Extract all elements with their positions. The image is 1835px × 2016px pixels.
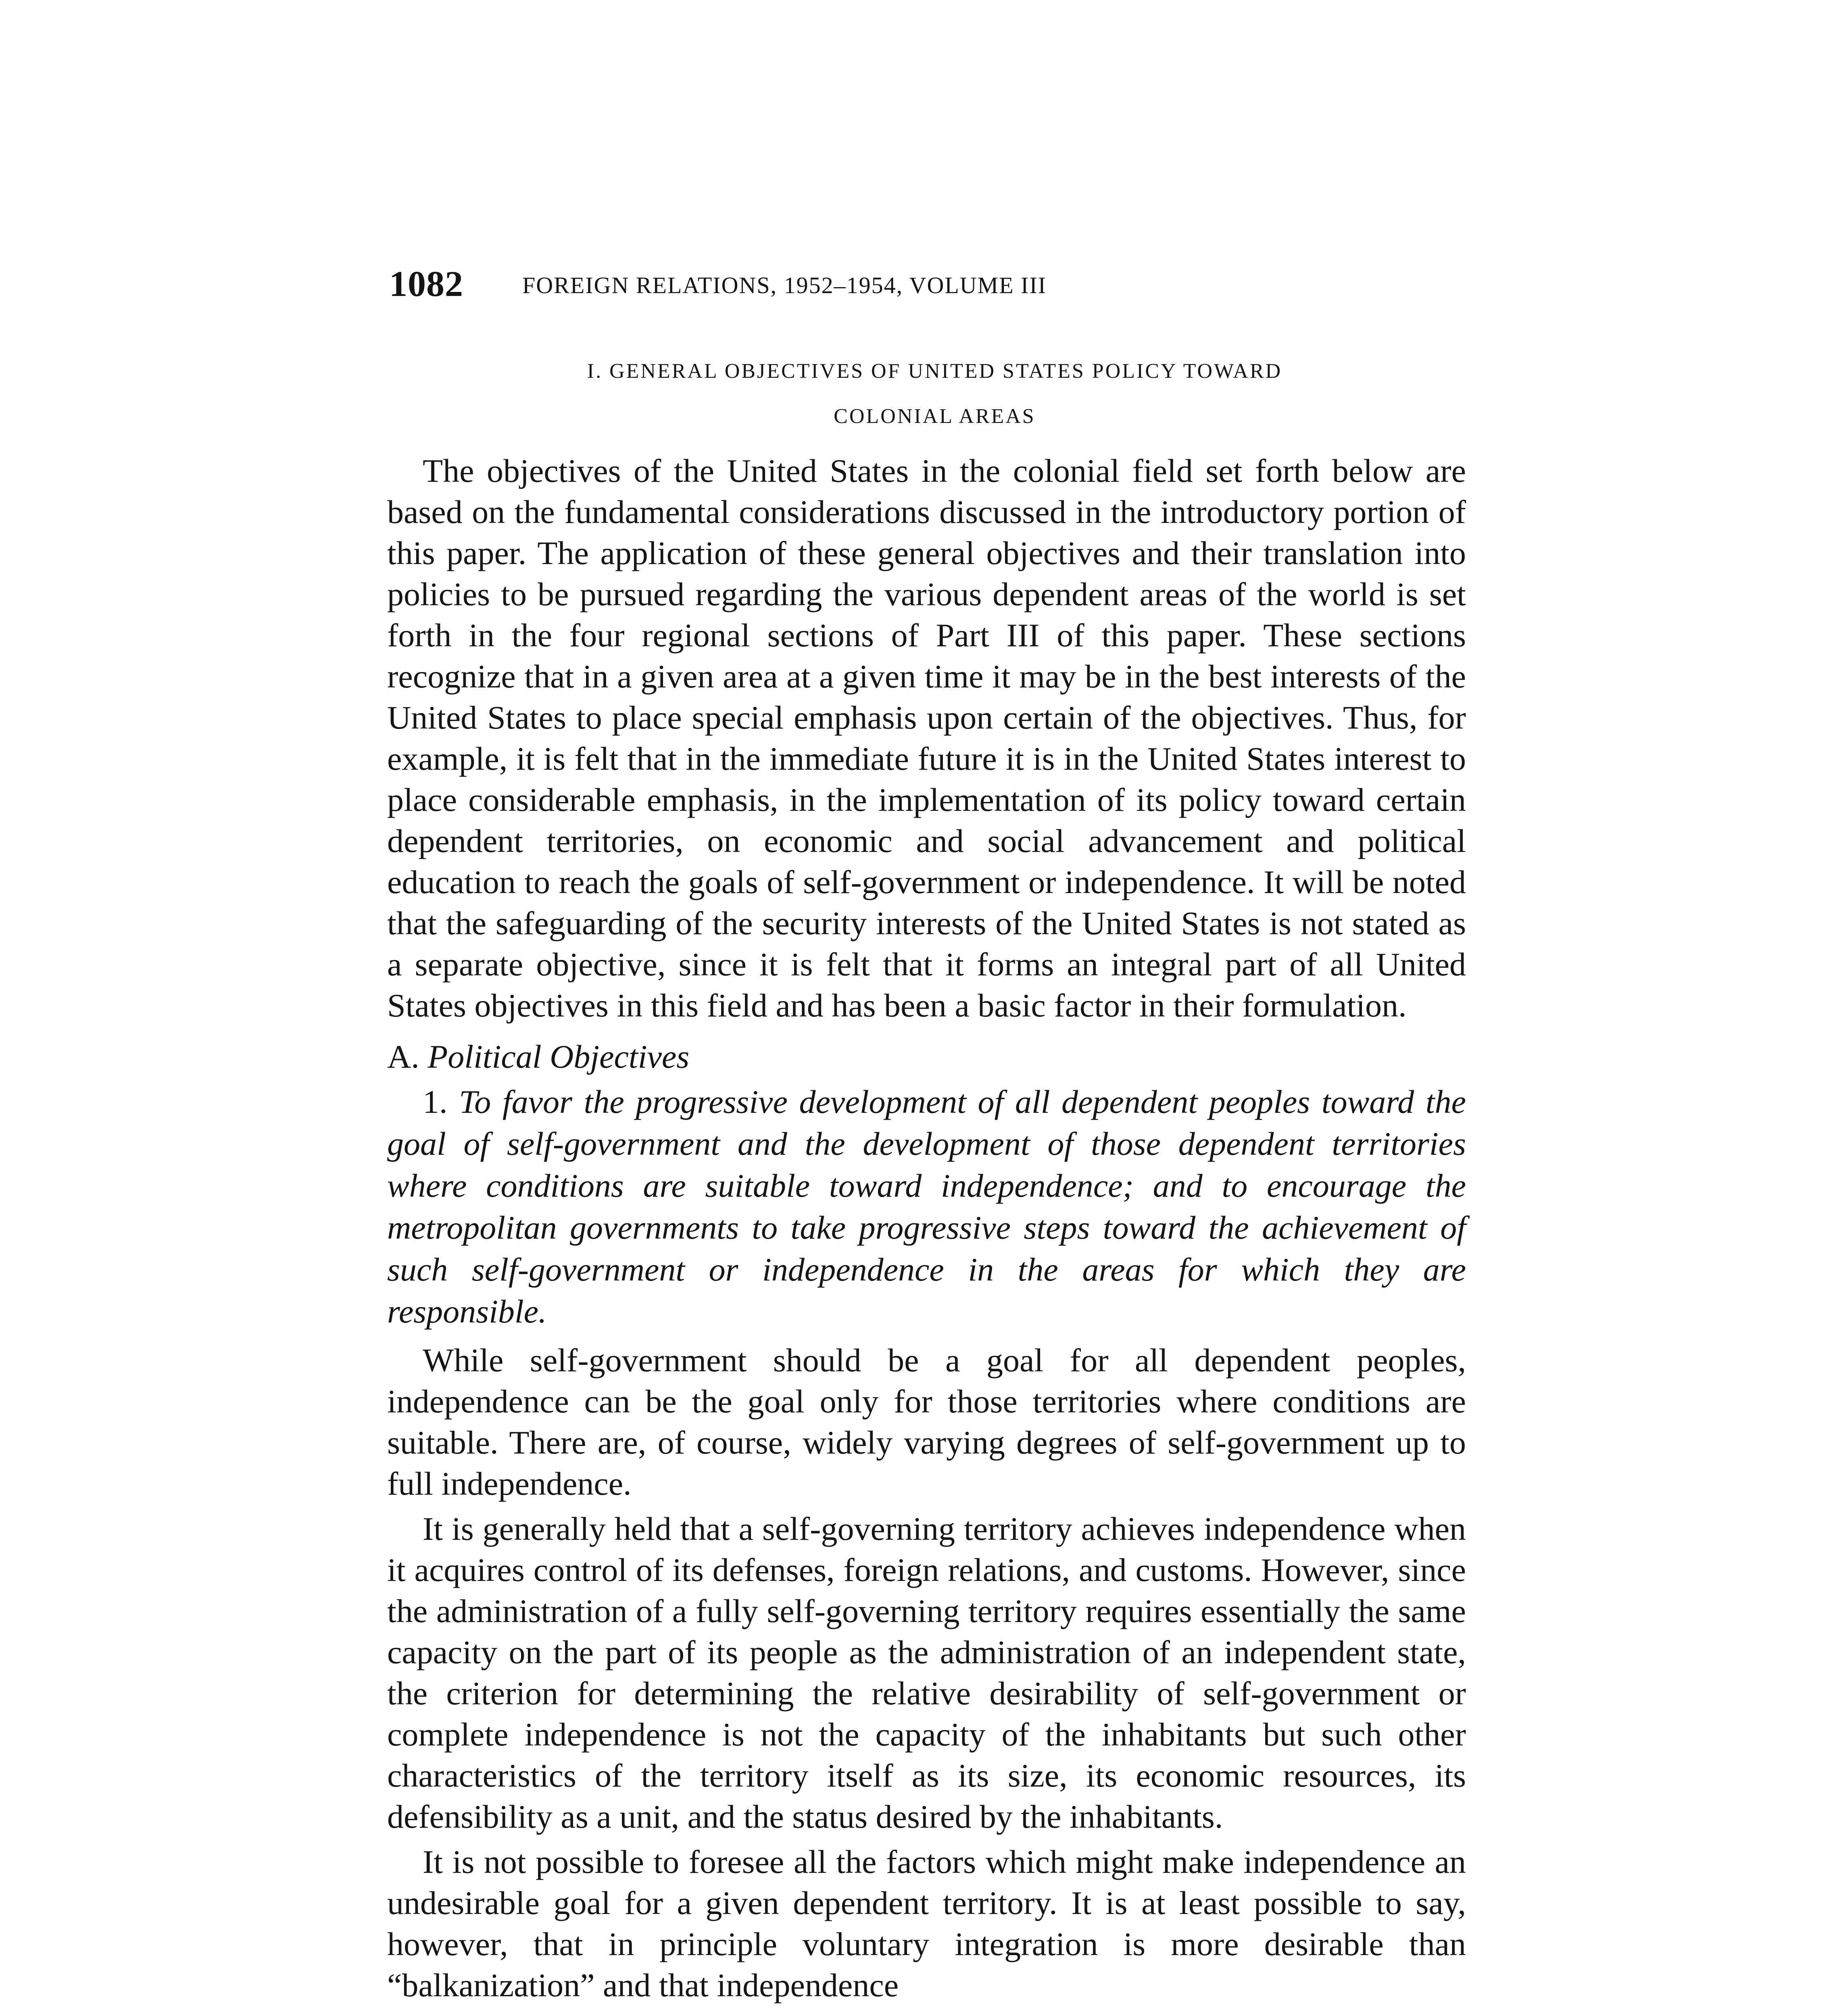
- section-heading: [387, 349, 1466, 439]
- running-head: FOREIGN RELATIONS, 1952–1954, VOLUME III: [522, 272, 1047, 298]
- objective-text: To favor the progressive development of all dependent peoples toward the goal of self-government and the development of those dependent territories where conditions are suitable toward independence; and to encourage the metropolitan governments to take progressive steps toward the achievement of such self-government or independence in the areas for which they are responsible.: [387, 1083, 1466, 1330]
- page-number: 1082: [389, 264, 463, 304]
- paragraph-balkanization: It is not possible to foresee all the factors which might make independence an undesirable goal for a given dependent territory. It is at least possible to say, however, that in principle voluntary integration is more desirable than “balkanization” and that independence: [387, 1843, 1466, 2004]
- page-content: [387, 349, 1466, 2006]
- paragraph-independence-criteria: It is generally held that a self-governing territory achieves independence when it acquires control of its defenses, foreign relations, and customs. However, since the administration of a fully self-governing territory requires essentially the same capacity on the part of its people as the administration of an independent state, the criterion for determining the relative desirability of self-government or complete independence is not the capacity of the inhabitants but such other characteristics of the territory itself as its size, its economic resources, its defensibility as a unit, and the status desired by the inhabitants.: [387, 1510, 1466, 1835]
- subsection-heading: [387, 1035, 1466, 1079]
- paragraph-self-government: While self-government should be a goal for all dependent peoples, independence can be the goal only for those territories where conditions are suitable. There are, of course, widely varying degrees of self-government up to full independence.: [387, 1342, 1466, 1502]
- page-header: [389, 266, 1486, 314]
- subsection-letter: A.: [387, 1038, 419, 1075]
- objective-number: 1.: [423, 1083, 448, 1120]
- intro-paragraph: The objectives of the United States in the colonial field set forth below are based on the fundamental considerations discussed in the introductory portion of this paper. The application of these general objectives and their translation into policies to be pursued regarding the various dependent areas of the world is set forth in the four regional sections of Part III of this paper. These sections recognize that in a given area at a given time it may be in the best interests of the United States to place special emphasis upon certain of the objectives. Thus, for example, it is felt that in the immediate future it is in the United States interest to place considerable emphasis, in the implementation of its policy toward certain dependent territories, on economic and social advancement and political education to reach the goals of self-government or independence. It will be noted that the safeguarding of the security interests of the United States is not stated as a separate objective, since it is felt that it forms an integral part of all United States objectives in this field and has been a basic factor in their formulation.: [387, 452, 1466, 1024]
- section-heading-line-1: I. GENERAL OBJECTIVES OF UNITED STATES POLICY TOWARD: [587, 360, 1282, 383]
- subsection-title: Political Objectives: [427, 1038, 690, 1075]
- objective-1: [387, 1081, 1466, 1333]
- section-heading-line-2: COLONIAL AREAS: [834, 405, 1036, 428]
